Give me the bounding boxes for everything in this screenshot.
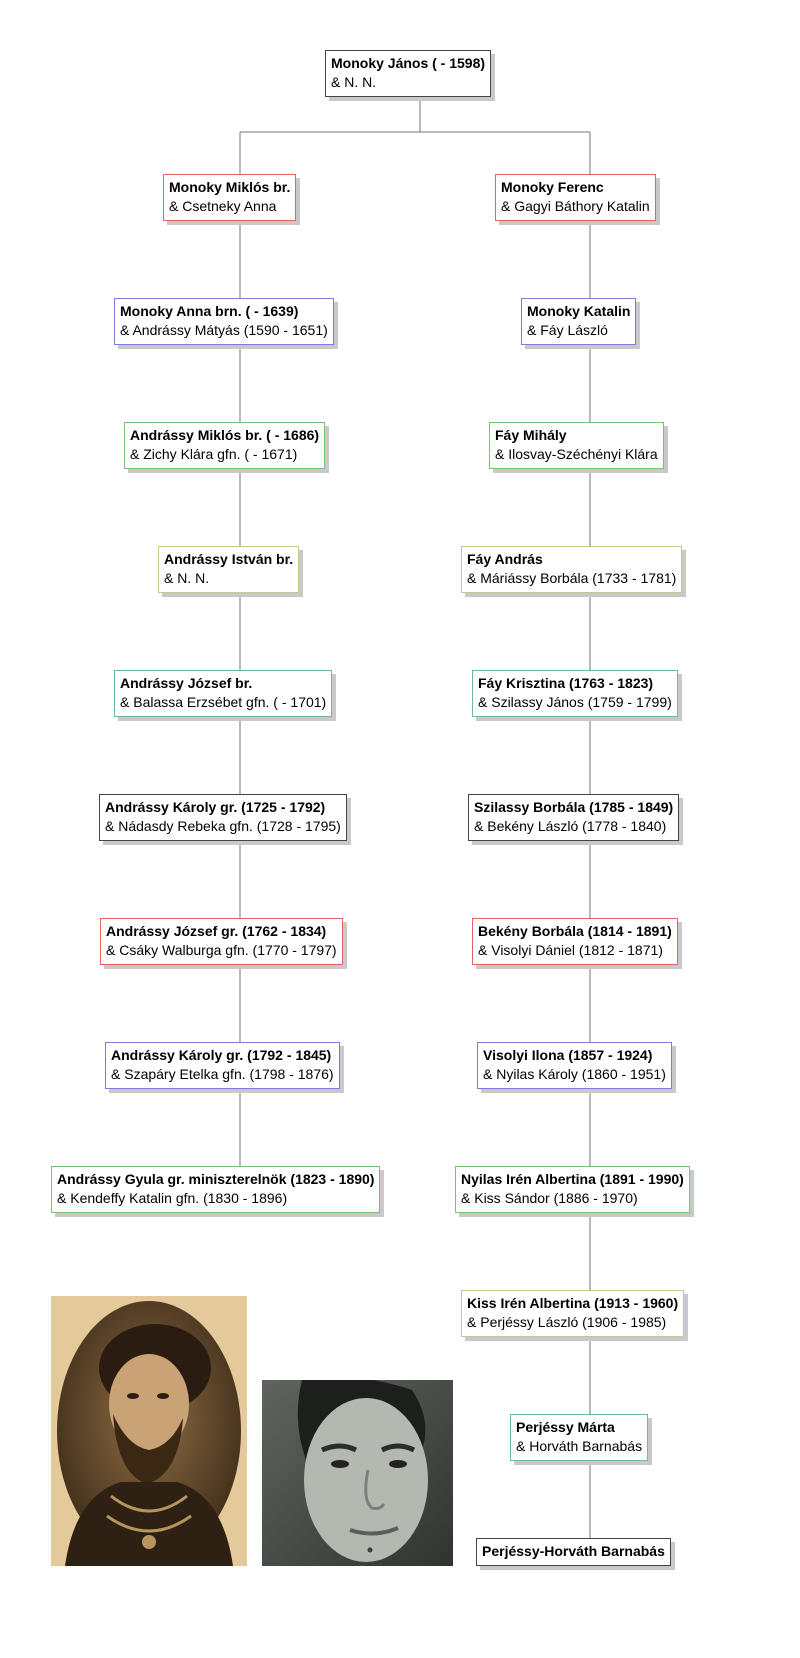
spouse-name: & Szilassy János (1759 - 1799) [478,694,672,710]
person-name: Perjéssy-Horváth Barnabás [482,1543,665,1559]
person-name: Andrássy József gr. (1762 - 1834) [106,923,327,939]
person-name: Andrássy István br. [164,551,294,567]
person-node-right-11[interactable] [510,1414,648,1461]
person-name: Monoky Katalin [527,303,631,319]
person-name: Andrássy Károly gr. (1792 - 1845) [111,1047,332,1063]
spouse-name: & Andrássy Mátyás (1590 - 1651) [120,322,328,338]
person-name: Kiss Irén Albertina (1913 - 1960) [467,1295,679,1311]
person-name: Fáy Krisztina (1763 - 1823) [478,675,654,691]
spouse-name: & Nyilas Károly (1860 - 1951) [483,1066,666,1082]
person-node-left-3[interactable] [124,422,325,469]
spouse-name: & Horváth Barnabás [516,1438,643,1454]
person-node-left-6[interactable] [99,794,347,841]
spouse-name: & Perjéssy László (1906 - 1985) [467,1314,667,1330]
spouse-name: & Gagyi Báthory Katalin [501,198,650,214]
person-name: Andrássy József br. [120,675,253,691]
person-node-right-12[interactable] [476,1538,671,1566]
spouse-name: & Csáky Walburga gfn. (1770 - 1797) [106,942,337,958]
person-name: Monoky Ferenc [501,179,604,195]
person-node-left-1[interactable] [163,174,296,221]
portrait-photo-sepia [51,1296,247,1566]
person-name: Andrássy Károly gr. (1725 - 1792) [105,799,326,815]
spouse-name: & N. N. [331,74,377,90]
person-node-right-2[interactable] [521,298,636,345]
person-name: Fáy Mihály [495,427,567,443]
person-node-right-3[interactable] [489,422,664,469]
person-name: Szilassy Borbála (1785 - 1849) [474,799,674,815]
person-name: Perjéssy Márta [516,1419,615,1435]
person-node-root[interactable] [325,50,491,97]
person-name: Visolyi Ilona (1857 - 1924) [483,1047,653,1063]
spouse-name: & Visolyi Dániel (1812 - 1871) [478,942,663,958]
spouse-name: & Kendeffy Katalin gfn. (1830 - 1896) [57,1190,288,1206]
person-node-right-4[interactable] [461,546,682,593]
person-node-left-2[interactable] [114,298,334,345]
person-name: Monoky Anna brn. ( - 1639) [120,303,299,319]
spouse-name: & Csetneky Anna [169,198,277,214]
spouse-name: & Ilosvay-Széchényi Klára [495,446,658,462]
spouse-name: & Kiss Sándor (1886 - 1970) [461,1190,638,1206]
person-node-right-9[interactable] [455,1166,690,1213]
person-name: Bekény Borbála (1814 - 1891) [478,923,672,939]
spouse-name: & N. N. [164,570,210,586]
person-name: Andrássy Miklós br. ( - 1686) [130,427,320,443]
person-node-right-8[interactable] [477,1042,672,1089]
spouse-name: & Balassa Erzsébet gfn. ( - 1701) [120,694,327,710]
spouse-name: & Zichy Klára gfn. ( - 1671) [130,446,298,462]
portrait-photo-grayscale [262,1380,453,1566]
person-node-right-7[interactable] [472,918,678,965]
person-name: Monoky Miklós br. [169,179,291,195]
spouse-name: & Nádasdy Rebeka gfn. (1728 - 1795) [105,818,341,834]
person-name: Fáy András [467,551,543,567]
person-node-left-8[interactable] [105,1042,340,1089]
person-name: Nyilas Irén Albertina (1891 - 1990) [461,1171,684,1187]
person-node-right-5[interactable] [472,670,678,717]
person-node-left-9[interactable] [51,1166,380,1213]
spouse-name: & Máriássy Borbála (1733 - 1781) [467,570,677,586]
person-name: Andrássy Gyula gr. miniszterelnök (1823 - 1890) [57,1171,375,1187]
person-name: Monoky János ( - 1598) [331,55,486,71]
person-node-left-4[interactable] [158,546,299,593]
person-node-left-5[interactable] [114,670,332,717]
person-node-right-10[interactable] [461,1290,684,1337]
spouse-name: & Bekény László (1778 - 1840) [474,818,667,834]
person-node-right-6[interactable] [468,794,679,841]
spouse-name: & Szapáry Etelka gfn. (1798 - 1876) [111,1066,334,1082]
person-node-right-1[interactable] [495,174,656,221]
person-node-left-7[interactable] [100,918,343,965]
spouse-name: & Fáy László [527,322,608,338]
